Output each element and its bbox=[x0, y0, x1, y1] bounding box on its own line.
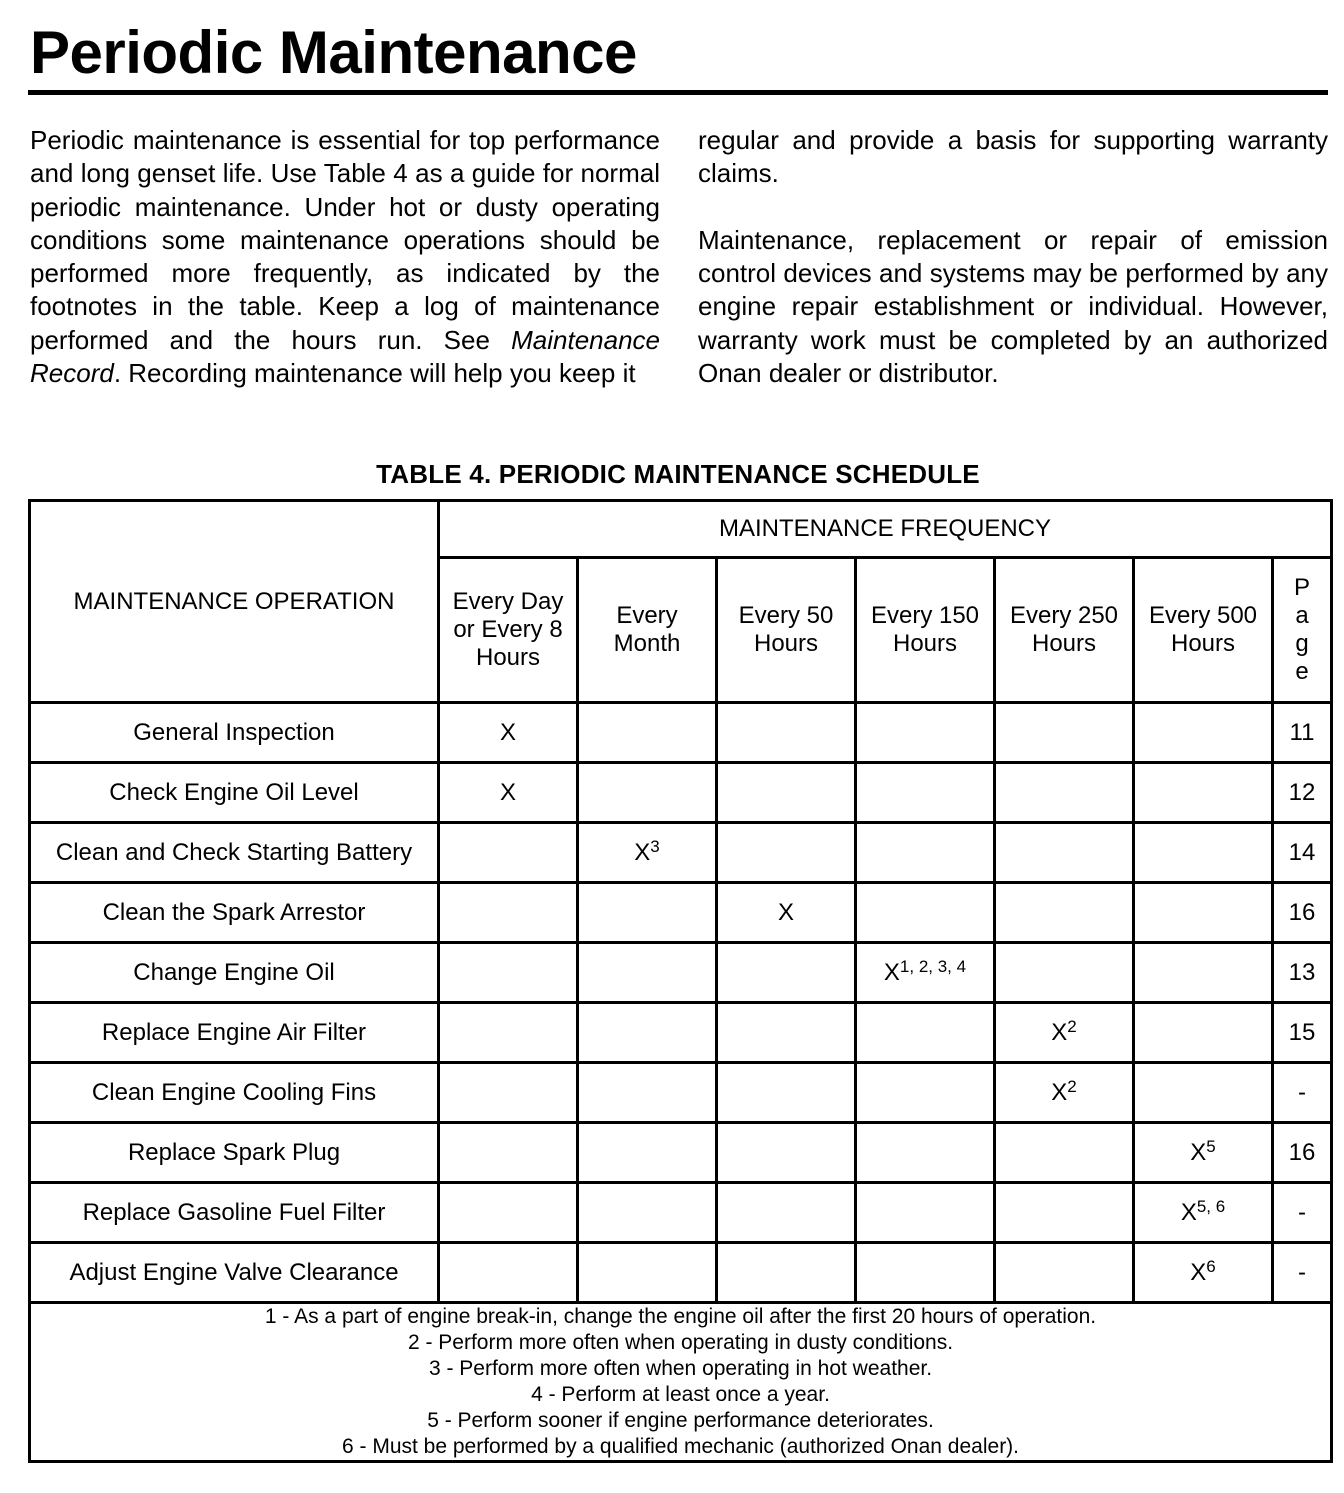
frequency-cell bbox=[717, 883, 856, 943]
intro-column-right bbox=[698, 124, 1328, 390]
page-cell: - bbox=[1273, 1243, 1332, 1303]
frequency-cell bbox=[439, 1123, 578, 1183]
frequency-cell bbox=[717, 943, 856, 1003]
frequency-cell bbox=[995, 1183, 1134, 1243]
footnote-reference: 2 bbox=[1067, 1076, 1077, 1096]
page-cell: 16 bbox=[1273, 1123, 1332, 1183]
frequency-cell bbox=[717, 1243, 856, 1303]
frequency-cell bbox=[439, 1063, 578, 1123]
footnote-reference: 5 bbox=[1206, 1136, 1216, 1156]
page-header-letter: e bbox=[1295, 658, 1309, 685]
frequency-header-line: Every 150 bbox=[870, 602, 980, 629]
frequency-cell bbox=[1134, 1003, 1273, 1063]
footnote-reference: 5, 6 bbox=[1196, 1196, 1226, 1216]
operation-cell: Change Engine Oil bbox=[30, 943, 439, 1003]
frequency-column-header bbox=[995, 558, 1134, 703]
intro-text-b-continued: regular and provide a basis for supporting warranty claims. bbox=[698, 125, 1328, 189]
page-cell: 14 bbox=[1273, 823, 1332, 883]
footnote: 6 - Must be performed by a qualified mechanic (authorized Onan dealer). bbox=[341, 1435, 1020, 1458]
footnote-reference: 6 bbox=[1206, 1256, 1216, 1276]
operation-cell: Check Engine Oil Level bbox=[30, 763, 439, 823]
frequency-cell bbox=[1134, 823, 1273, 883]
frequency-header-line: Hours bbox=[753, 630, 819, 657]
frequency-cell bbox=[1134, 1183, 1273, 1243]
frequency-header-line: Every 50 bbox=[738, 602, 834, 629]
table-row bbox=[30, 703, 1332, 763]
frequency-cell bbox=[856, 703, 995, 763]
footnotes bbox=[30, 1303, 1332, 1462]
frequency-header-line: Every Day bbox=[452, 588, 564, 615]
table-caption: TABLE 4. PERIODIC MAINTENANCE SCHEDULE bbox=[376, 459, 980, 489]
operation-cell: Replace Gasoline Fuel Filter bbox=[30, 1183, 439, 1243]
frequency-cell bbox=[856, 1003, 995, 1063]
frequency-cell bbox=[578, 703, 717, 763]
page-title: Periodic Maintenance bbox=[30, 19, 637, 86]
table-row bbox=[30, 823, 1332, 883]
operation-cell: Replace Engine Air Filter bbox=[30, 1003, 439, 1063]
frequency-cell bbox=[995, 763, 1134, 823]
frequency-cell bbox=[717, 763, 856, 823]
frequency-cell bbox=[1134, 943, 1273, 1003]
table-row bbox=[30, 943, 1332, 1003]
table-row bbox=[30, 763, 1332, 823]
frequency-cell bbox=[439, 823, 578, 883]
frequency-cell bbox=[856, 763, 995, 823]
frequency-cell bbox=[578, 1243, 717, 1303]
page-column-header bbox=[1273, 558, 1332, 703]
intro-text-a: Periodic maintenance is essential for top performance and long genset life. Use Table 4 as a guide for normal periodic maintenance. Under hot or dusty operating conditions some maintenance operations should be performed more frequently, as indicated by the footnotes in the table. Keep a log of maintenance performed and the hours run. See bbox=[30, 125, 660, 355]
table-row bbox=[30, 1183, 1332, 1243]
operation-cell: Clean and Check Starting Battery bbox=[30, 823, 439, 883]
footnote-reference: 1, 2, 3, 4 bbox=[899, 956, 967, 976]
frequency-cell bbox=[995, 1243, 1134, 1303]
footnote: 3 - Perform more often when operating in hot weather. bbox=[428, 1357, 933, 1380]
footnote-reference: 2 bbox=[1067, 1016, 1077, 1036]
frequency-cell bbox=[717, 1183, 856, 1243]
frequency-column-header bbox=[578, 558, 717, 703]
frequency-cell bbox=[439, 1183, 578, 1243]
intro-paragraph-1 bbox=[30, 124, 660, 390]
frequency-cell bbox=[578, 883, 717, 943]
frequency-cell bbox=[856, 1183, 995, 1243]
operation-cell: General Inspection bbox=[30, 703, 439, 763]
frequency-cell bbox=[995, 943, 1134, 1003]
intro-text-b: . Recording maintenance will help you keep it bbox=[113, 358, 636, 389]
footnote: 5 - Perform sooner if engine performance deteriorates. bbox=[427, 1409, 934, 1432]
frequency-header-line: Every bbox=[616, 602, 678, 629]
maintenance-operation-header: MAINTENANCE OPERATION bbox=[30, 501, 439, 703]
frequency-cell bbox=[856, 1243, 995, 1303]
schedule-body bbox=[30, 703, 1332, 1462]
frequency-cell bbox=[717, 1003, 856, 1063]
frequency-cell bbox=[995, 703, 1134, 763]
frequency-cell bbox=[995, 1003, 1134, 1063]
operation-cell: Clean Engine Cooling Fins bbox=[30, 1063, 439, 1123]
frequency-column-header bbox=[1134, 558, 1273, 703]
page-cell: - bbox=[1273, 1183, 1332, 1243]
table-row bbox=[30, 883, 1332, 943]
frequency-cell bbox=[1134, 763, 1273, 823]
frequency-header-line: Hours bbox=[1031, 630, 1097, 657]
frequency-header-line: Month bbox=[613, 630, 681, 657]
page-header-letter: a bbox=[1295, 602, 1309, 629]
frequency-cell bbox=[578, 1003, 717, 1063]
footnote: 4 - Perform at least once a year. bbox=[531, 1383, 830, 1406]
table-row bbox=[30, 1123, 1332, 1183]
footnote-reference: 3 bbox=[650, 836, 660, 856]
frequency-cell bbox=[717, 703, 856, 763]
page-cell: 12 bbox=[1273, 763, 1332, 823]
frequency-column-header bbox=[439, 558, 578, 703]
frequency-mark: X bbox=[499, 718, 516, 746]
frequency-mark: X bbox=[1190, 1138, 1207, 1166]
frequency-cell bbox=[439, 1003, 578, 1063]
frequency-cell bbox=[578, 1123, 717, 1183]
frequency-mark: X bbox=[883, 958, 900, 986]
table-row bbox=[30, 1063, 1332, 1123]
footnote: 2 - Perform more often when operating in dusty conditions. bbox=[407, 1331, 954, 1354]
intro-paragraph-2: Maintenance, replacement or repair of emission control devices and systems may be performed by any engine repair establishment or individual. However, warranty work must be completed by an authorized Onan dealer or distributor. bbox=[698, 224, 1328, 389]
maintenance-record-reference: Maintenance Record bbox=[30, 324, 660, 389]
page-header-letter: P bbox=[1294, 574, 1311, 601]
frequency-column-header bbox=[856, 558, 995, 703]
frequency-mark: X bbox=[777, 898, 794, 926]
footnote: 1 - As a part of engine break-in, change the engine oil after the first 20 hours of operation. bbox=[264, 1305, 1097, 1328]
intro-column-left bbox=[30, 124, 660, 390]
frequency-header-line: Hours bbox=[1170, 630, 1236, 657]
frequency-cell bbox=[578, 763, 717, 823]
frequency-cell bbox=[1134, 1123, 1273, 1183]
frequency-cell bbox=[717, 1123, 856, 1183]
table-row bbox=[30, 1003, 1332, 1063]
page-cell: - bbox=[1273, 1063, 1332, 1123]
frequency-cell bbox=[856, 883, 995, 943]
frequency-cell bbox=[1134, 703, 1273, 763]
frequency-mark: X bbox=[1180, 1198, 1197, 1226]
frequency-cell bbox=[439, 763, 578, 823]
title-divider bbox=[28, 90, 1328, 95]
frequency-cell bbox=[439, 883, 578, 943]
frequency-cell bbox=[578, 1183, 717, 1243]
frequency-cell bbox=[439, 703, 578, 763]
frequency-header-line: Hours bbox=[475, 644, 541, 671]
frequency-cell bbox=[1134, 1243, 1273, 1303]
operation-cell: Adjust Engine Valve Clearance bbox=[30, 1243, 439, 1303]
page-cell: 11 bbox=[1273, 703, 1332, 763]
frequency-header-line: or Every 8 bbox=[453, 616, 563, 643]
table-row bbox=[30, 1243, 1332, 1303]
frequency-cell bbox=[578, 1063, 717, 1123]
page-header-letter: g bbox=[1295, 630, 1309, 657]
frequency-cell bbox=[439, 943, 578, 1003]
frequency-mark: X bbox=[1051, 1018, 1068, 1046]
frequency-mark: X bbox=[634, 838, 651, 866]
frequency-cell bbox=[995, 1063, 1134, 1123]
frequency-cell bbox=[1134, 883, 1273, 943]
frequency-cell bbox=[995, 823, 1134, 883]
frequency-header-line: Hours bbox=[892, 630, 958, 657]
frequency-cell bbox=[439, 1243, 578, 1303]
frequency-column-header bbox=[717, 558, 856, 703]
frequency-cell bbox=[856, 823, 995, 883]
frequency-cell bbox=[1134, 1063, 1273, 1123]
frequency-cell bbox=[578, 943, 717, 1003]
frequency-cell bbox=[717, 1063, 856, 1123]
frequency-cell bbox=[856, 1123, 995, 1183]
frequency-mark: X bbox=[1190, 1258, 1207, 1286]
page-cell: 16 bbox=[1273, 883, 1332, 943]
frequency-header-line: Every 500 bbox=[1148, 602, 1258, 629]
frequency-mark: X bbox=[499, 778, 516, 806]
page-cell: 15 bbox=[1273, 1003, 1332, 1063]
intro-paragraph-1-continued bbox=[698, 124, 1328, 191]
operation-cell: Replace Spark Plug bbox=[30, 1123, 439, 1183]
operation-cell: Clean the Spark Arrestor bbox=[30, 883, 439, 943]
frequency-cell bbox=[578, 823, 717, 883]
maintenance-schedule-table bbox=[28, 499, 1333, 1463]
frequency-header-line: Every 250 bbox=[1009, 602, 1119, 629]
footnotes-row bbox=[30, 1303, 1332, 1462]
frequency-cell bbox=[856, 1063, 995, 1123]
frequency-cell bbox=[995, 1123, 1134, 1183]
page-cell: 13 bbox=[1273, 943, 1332, 1003]
frequency-cell bbox=[717, 823, 856, 883]
maintenance-frequency-header: MAINTENANCE FREQUENCY bbox=[439, 501, 1332, 558]
frequency-mark: X bbox=[1051, 1078, 1068, 1106]
frequency-cell bbox=[995, 883, 1134, 943]
frequency-cell bbox=[856, 943, 995, 1003]
